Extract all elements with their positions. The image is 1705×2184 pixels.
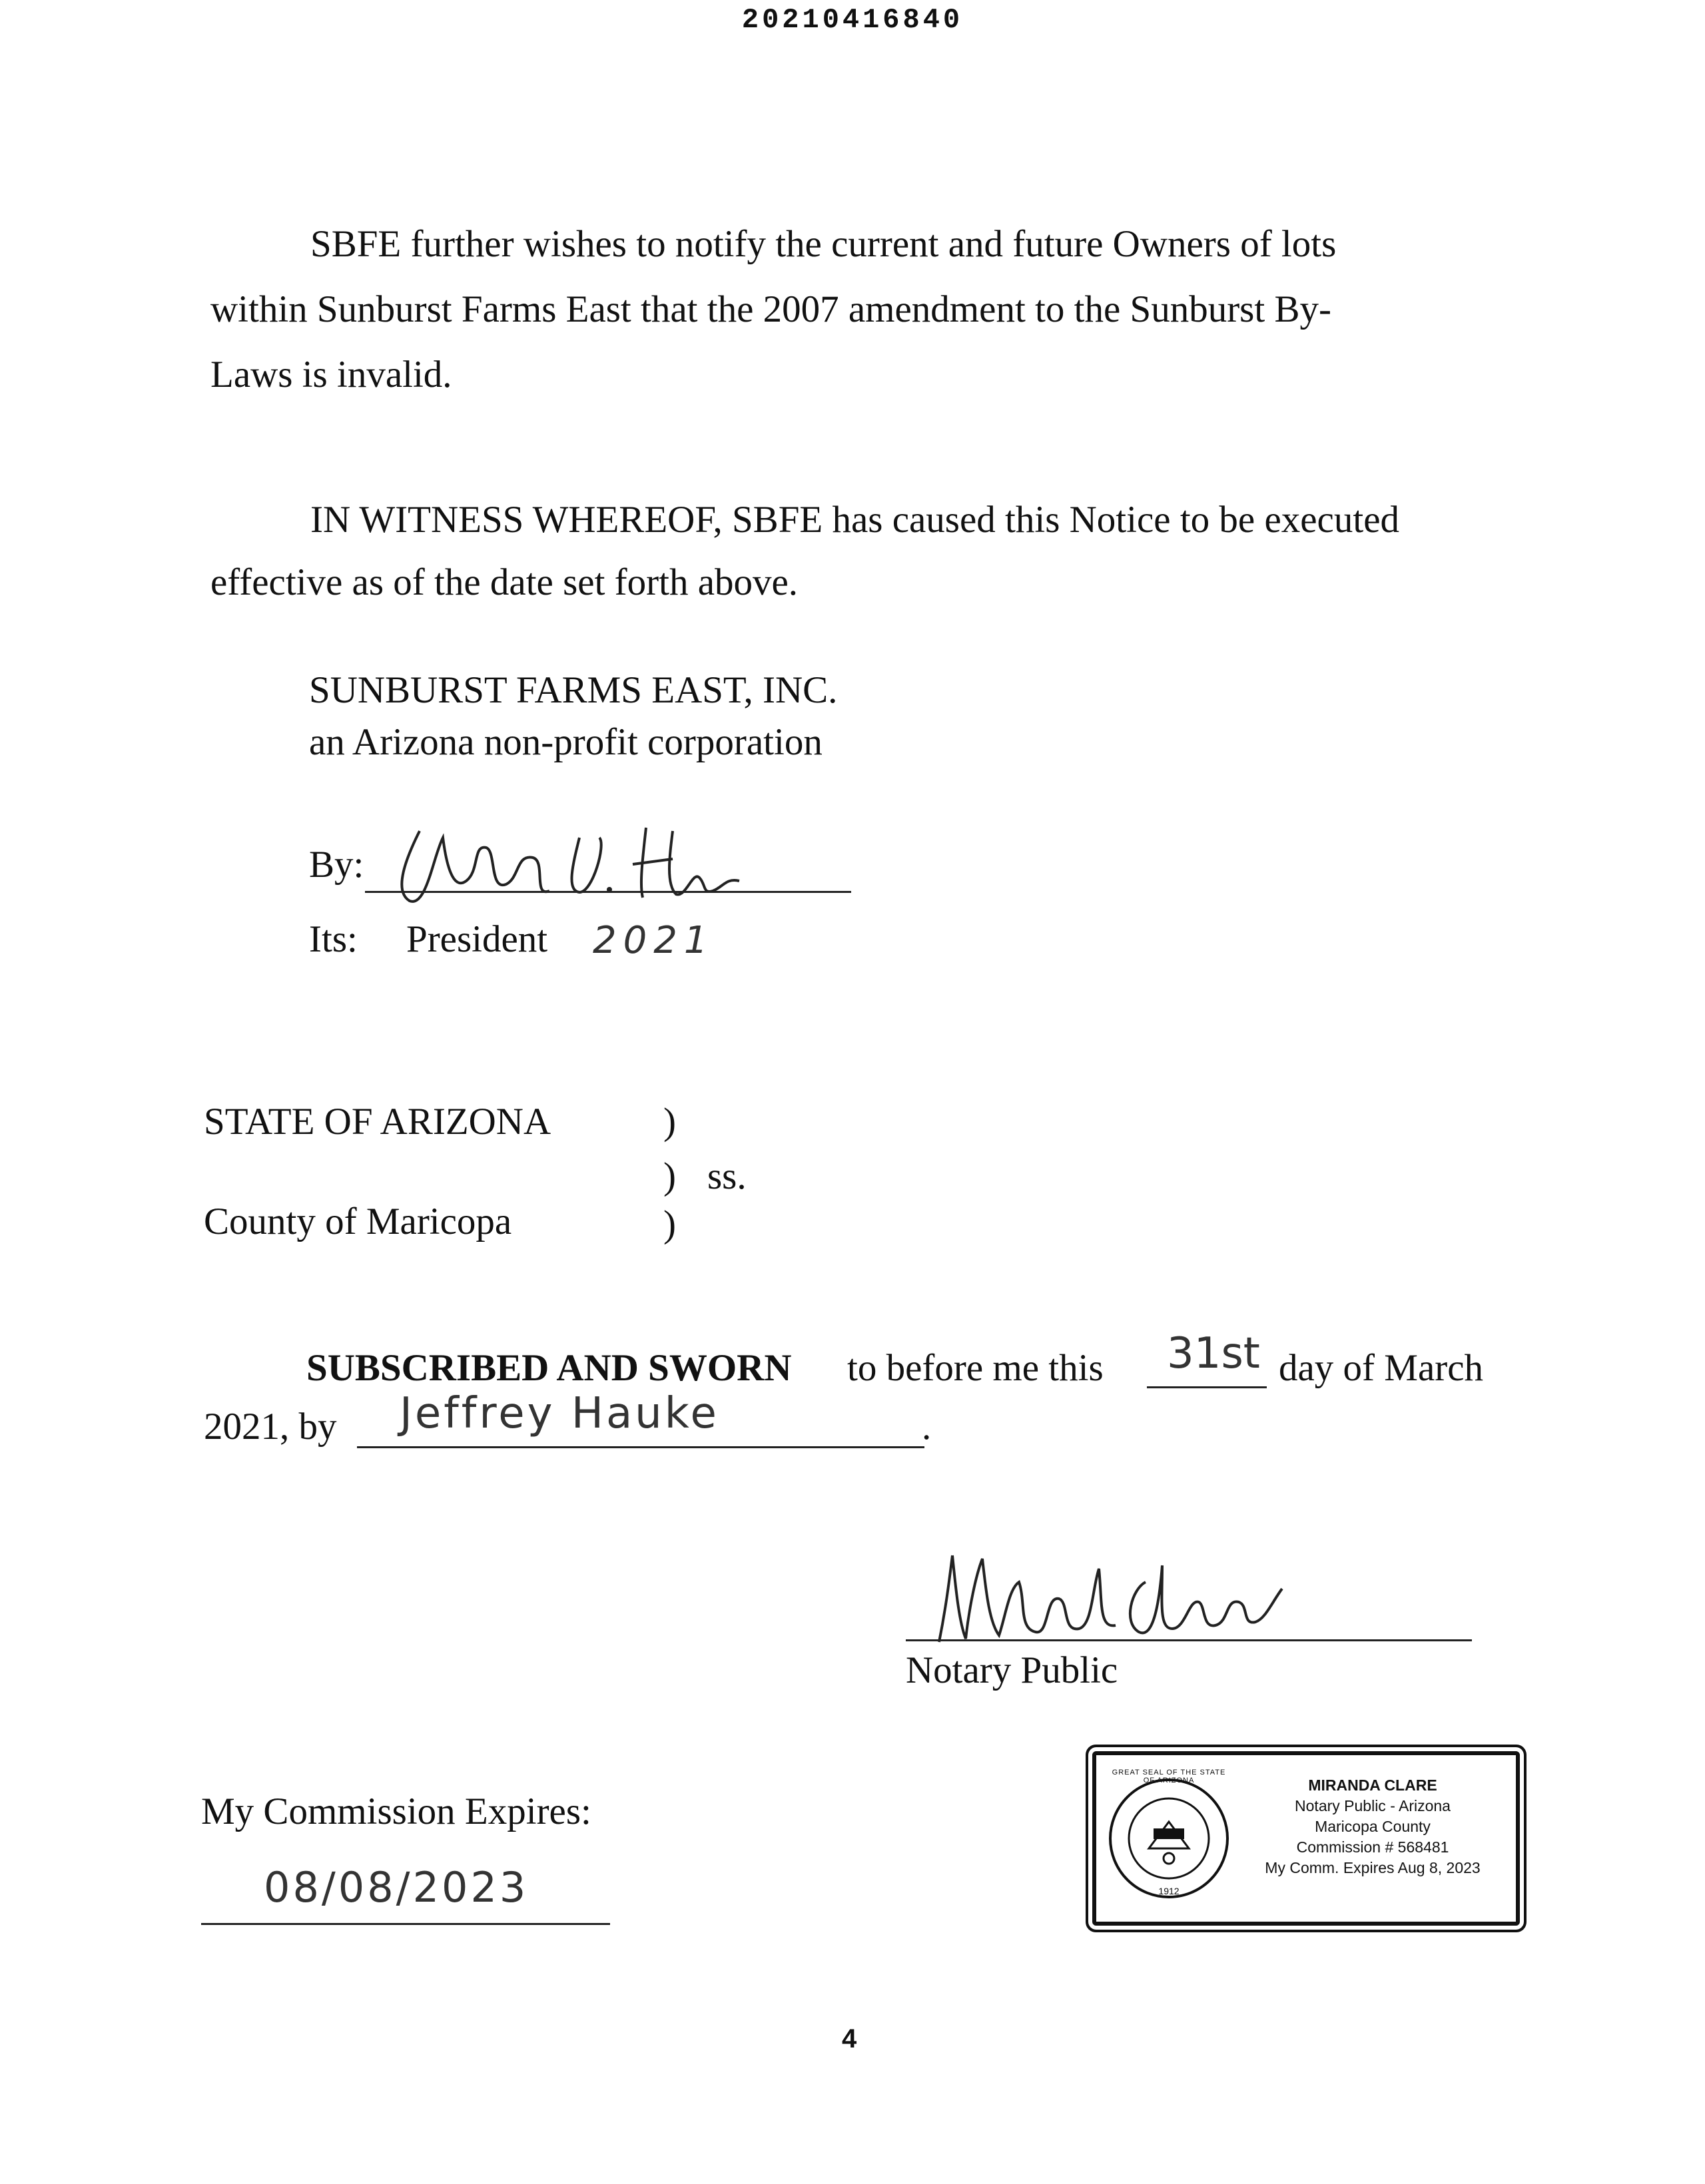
- para2-line2: effective as of the date set forth above.: [210, 561, 799, 603]
- jurat-bold-lead: SUBSCRIBED AND SWORN: [306, 1347, 792, 1389]
- notary-stamp: [1092, 1751, 1520, 1926]
- seal-year: 1912: [1158, 1886, 1180, 1896]
- company-description: an Arizona non-profit corporation: [309, 721, 823, 763]
- seal-ring-text: GREAT SEAL OF THE STATE OF ARIZONA: [1112, 1769, 1226, 1784]
- handwritten-day: 31st: [1167, 1329, 1260, 1378]
- notary-signature: [919, 1542, 1292, 1655]
- jurat-year-by: 2021, by: [204, 1406, 337, 1448]
- name-line: [357, 1446, 924, 1448]
- handwritten-name: Jeffrey Hauke: [400, 1389, 719, 1438]
- para1-line3: Laws is invalid.: [210, 354, 452, 396]
- handwritten-expiry: 08/08/2023: [264, 1863, 529, 1912]
- its-label: Its:: [309, 918, 358, 960]
- president-signature: [380, 818, 753, 911]
- handwritten-year: 2021: [593, 919, 715, 962]
- notary-signature-line: [906, 1639, 1472, 1641]
- para1-line2: within Sunburst Farms East that the 2007 amendment to the Sunburst By-: [210, 288, 1331, 330]
- arizona-seal-icon: [1106, 1775, 1232, 1902]
- venue-county: County of Maricopa: [204, 1201, 512, 1242]
- commission-label: My Commission Expires:: [201, 1790, 591, 1832]
- para1-line1: SBFE further wishes to notify the current and future Owners of lots: [310, 223, 1337, 265]
- stamp-notary-name: MIRANDA CLARE: [1308, 1776, 1437, 1794]
- jurat-period: .: [922, 1406, 932, 1448]
- document-number: 20210416840: [741, 4, 964, 36]
- day-line: [1147, 1386, 1267, 1388]
- company-name: SUNBURST FARMS EAST, INC.: [309, 669, 838, 711]
- stamp-line-5: My Comm. Expires Aug 8, 2023: [1265, 1859, 1481, 1876]
- venue-state: STATE OF ARIZONA: [204, 1101, 551, 1143]
- stamp-line-4: Commission # 568481: [1296, 1838, 1449, 1856]
- officer-title: President: [406, 918, 548, 960]
- expiry-line: [201, 1923, 610, 1925]
- venue-paren-1: ): [663, 1101, 676, 1143]
- venue-paren-3: ): [663, 1203, 676, 1245]
- stamp-line-2: Notary Public - Arizona: [1295, 1797, 1451, 1814]
- venue-paren-2: ): [663, 1155, 676, 1197]
- jurat-text-2: day of March: [1279, 1347, 1484, 1389]
- stamp-line-3: Maricopa County: [1315, 1818, 1431, 1835]
- stamp-text-block: [1236, 1775, 1509, 1878]
- page-number: 4: [842, 2024, 857, 2053]
- venue-ss: ss.: [707, 1155, 747, 1197]
- notary-title: Notary Public: [906, 1649, 1118, 1691]
- para2-line1: IN WITNESS WHEREOF, SBFE has caused this Notice to be executed: [310, 499, 1399, 541]
- jurat-text-1: to before me this: [847, 1347, 1104, 1389]
- by-label: By:: [309, 844, 364, 886]
